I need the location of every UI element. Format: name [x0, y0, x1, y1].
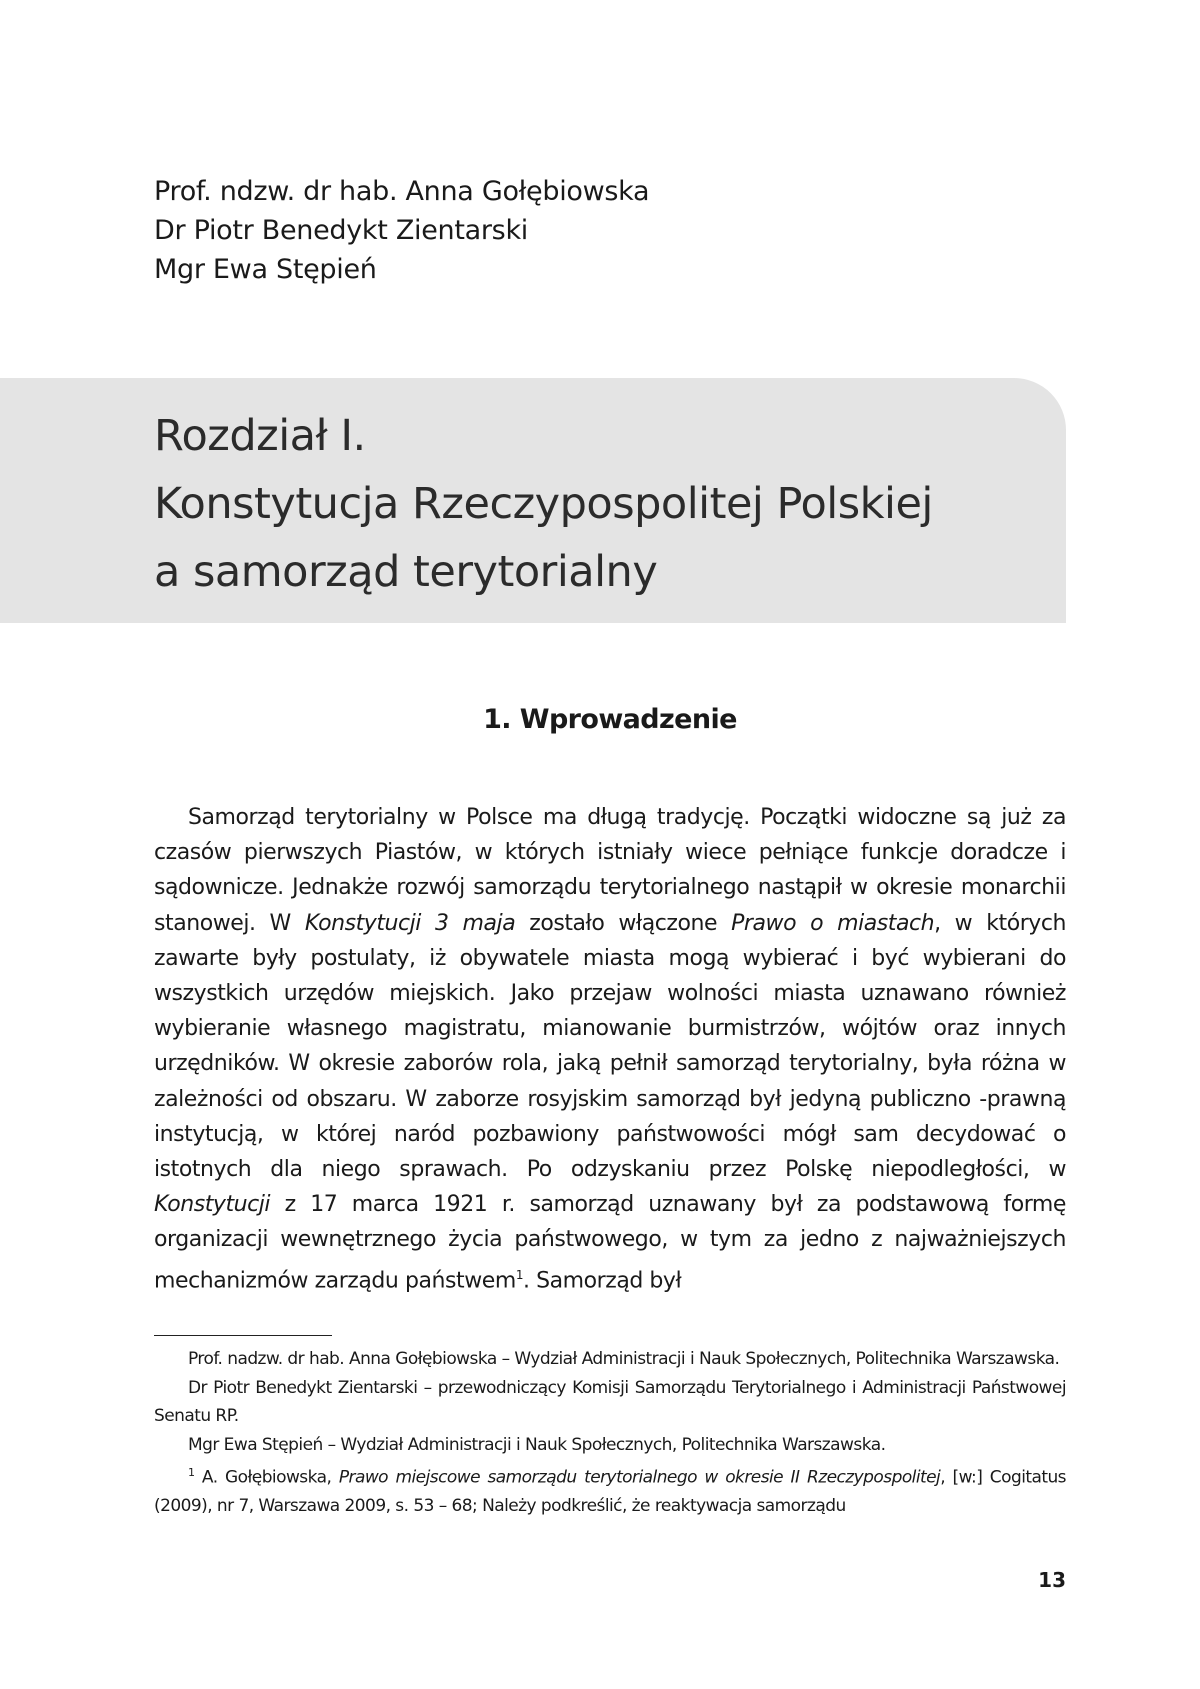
- body-italic-run: Prawo o miastach: [731, 910, 935, 936]
- author-name: Dr Piotr Benedykt Zientarski: [154, 215, 528, 246]
- body-text-run: z 17 marca 1921 r. samorząd uznawany był za podstawową formę organizacji wewnętrznego życia państwowego, w tym za jedno z najważniejszych mechanizmów zarządu państwem: [154, 1192, 1066, 1293]
- chapter-title-line: a samorząd terytorialny: [154, 547, 658, 597]
- footnote-italic-run: Prawo miejscowe samorządu terytorialnego w okresie II Rzeczypospolitej: [338, 1467, 941, 1488]
- section-heading: 1. Wprowadzenie: [483, 704, 737, 735]
- footnote: Mgr Ewa Stępień – Wydział Administracji i Nauk Społecznych, Politechnika Warszawska.: [188, 1434, 886, 1455]
- footnote-text-run: , [w:] Cogitatus (2009), nr 7, Warszawa 2009, s. 53 – 68; Należy podkreślić, że reaktywacja samorządu: [154, 1467, 1066, 1517]
- author-name: Mgr Ewa Stępień: [154, 254, 377, 285]
- footnotes: [154, 1345, 1066, 1521]
- chapter-title-line: Rozdział I.: [154, 411, 366, 461]
- footnote-marker: 1: [188, 1466, 195, 1479]
- body-text-run: Samorząd terytorialny w Polsce ma długą tradycję. Początki widoczne są już za czasów pierwszych Piastów, w których istniały wiece pełniące funkcje doradcze i sądownicze. Jednakże rozwój samorządu terytorialnego nastąpił w okresie monarchii stanowej. W: [154, 805, 1066, 936]
- body-text-run: zostało włączone: [515, 910, 732, 936]
- footnote: [154, 1459, 1066, 1521]
- body-text: [154, 800, 1066, 1298]
- body-text-run: , w których zawarte były postulaty, iż obywatele miasta mogą wybierać i być wybierani do wszystkich urzędów miejskich. Jako przejaw wolności miasta uznawano również wybieranie własnego magistratu, mianowanie burmistrzów, wójtów oraz innych urzędników. W okresie zaborów rola, jaką pełnił samorząd terytorialny, była różna w zależności od obszaru. W zaborze rosyjskim samorząd był jedyną publiczno -prawną instytucją, w której naród pozbawiony państwowości mógł sam decydować o istotnych dla niego sprawach. Po odzyskaniu przez Polskę niepodległości, w: [154, 910, 1067, 1183]
- footnote-reference[interactable]: 1: [515, 1267, 523, 1282]
- chapter-title: [154, 402, 933, 606]
- body-paragraph: [154, 800, 1066, 1298]
- body-text-run: . Samorząd był: [523, 1267, 682, 1293]
- page-number: 13: [1038, 1568, 1066, 1592]
- footnote: Dr Piotr Benedykt Zientarski – przewodniczący Komisji Samorządu Terytorialnego i Administracji Państwowej Senatu RP.: [154, 1377, 1066, 1426]
- chapter-title-line: Konstytucja Rzeczypospolitej Polskiej: [154, 479, 933, 529]
- author-list: [154, 172, 649, 289]
- body-italic-run: Konstytucji 3 maja: [304, 910, 516, 936]
- author-name: Prof. ndzw. dr hab. Anna Gołębiowska: [154, 176, 650, 207]
- footnote: Prof. nadzw. dr hab. Anna Gołębiowska – Wydział Administracji i Nauk Społecznych, Politechnika Warszawska.: [188, 1349, 1060, 1369]
- footnote-separator: [154, 1335, 332, 1336]
- body-italic-run: Konstytucji: [154, 1192, 271, 1218]
- footnote-text-run: A. Gołębiowska,: [194, 1467, 339, 1488]
